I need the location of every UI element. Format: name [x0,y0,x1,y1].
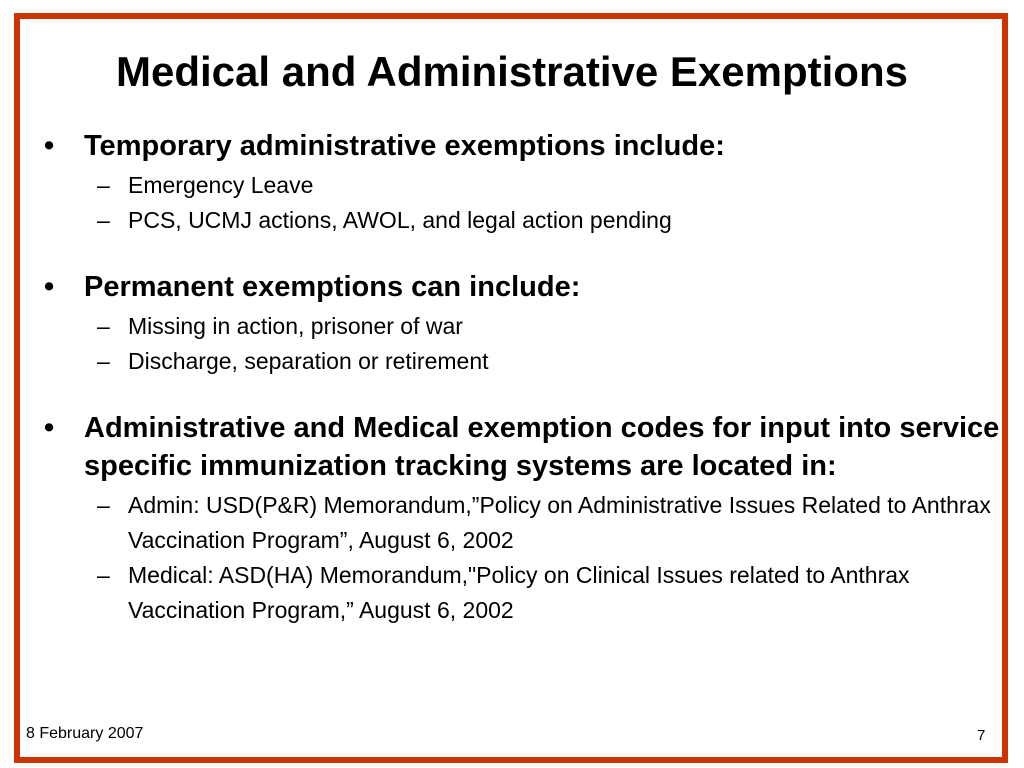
sub-item [40,168,1000,203]
bullet-icon: • [44,271,55,303]
bullet-text: Administrative and Medical exemption codes for input into service specific immunization tracking systems are located in: [84,412,1000,482]
sub-item-text: PCS, UCMJ actions, AWOL, and legal action pending [128,207,672,233]
sub-item-text: Emergency Leave [128,172,314,198]
bullet-icon: • [44,412,55,444]
slide-content [40,127,1000,658]
bullet-item [40,127,1000,165]
footer-date: 8 February 2007 [26,725,144,742]
dash-icon: – [97,492,110,518]
sub-item [40,558,1000,628]
dash-icon: – [97,348,110,374]
bullet-item [40,409,1000,485]
sub-item [40,488,1000,558]
bullet-item [40,268,1000,306]
bullet-text: Permanent exemptions can include: [84,271,581,303]
bullet-text: Temporary administrative exemptions include: [84,130,725,162]
sub-list [40,488,1000,628]
slide-title: Medical and Administrative Exemptions [116,48,908,95]
dash-icon: – [97,207,110,233]
sub-list [40,168,1000,238]
bullet-group-permanent [40,268,1000,379]
sub-item [40,309,1000,344]
bullet-group-temporary [40,127,1000,238]
bullet-icon: • [44,130,55,162]
sub-item [40,203,1000,238]
sub-item-text: Missing in action, prisoner of war [128,313,463,339]
page-number: 7 [977,727,986,744]
dash-icon: – [97,562,110,588]
sub-item [40,344,1000,379]
sub-item-text: Discharge, separation or retirement [128,348,489,374]
dash-icon: – [97,172,110,198]
sub-item-text: Medical: ASD(HA) Memorandum,"Policy on Clinical Issues related to Anthrax Vaccination Program,” August 6, 2002 [128,562,910,623]
sub-list [40,309,1000,379]
dash-icon: – [97,313,110,339]
sub-item-text: Admin: USD(P&R) Memorandum,”Policy on Administrative Issues Related to Anthrax Vaccination Program”, August 6, 2002 [128,492,991,553]
bullet-group-codes [40,409,1000,628]
